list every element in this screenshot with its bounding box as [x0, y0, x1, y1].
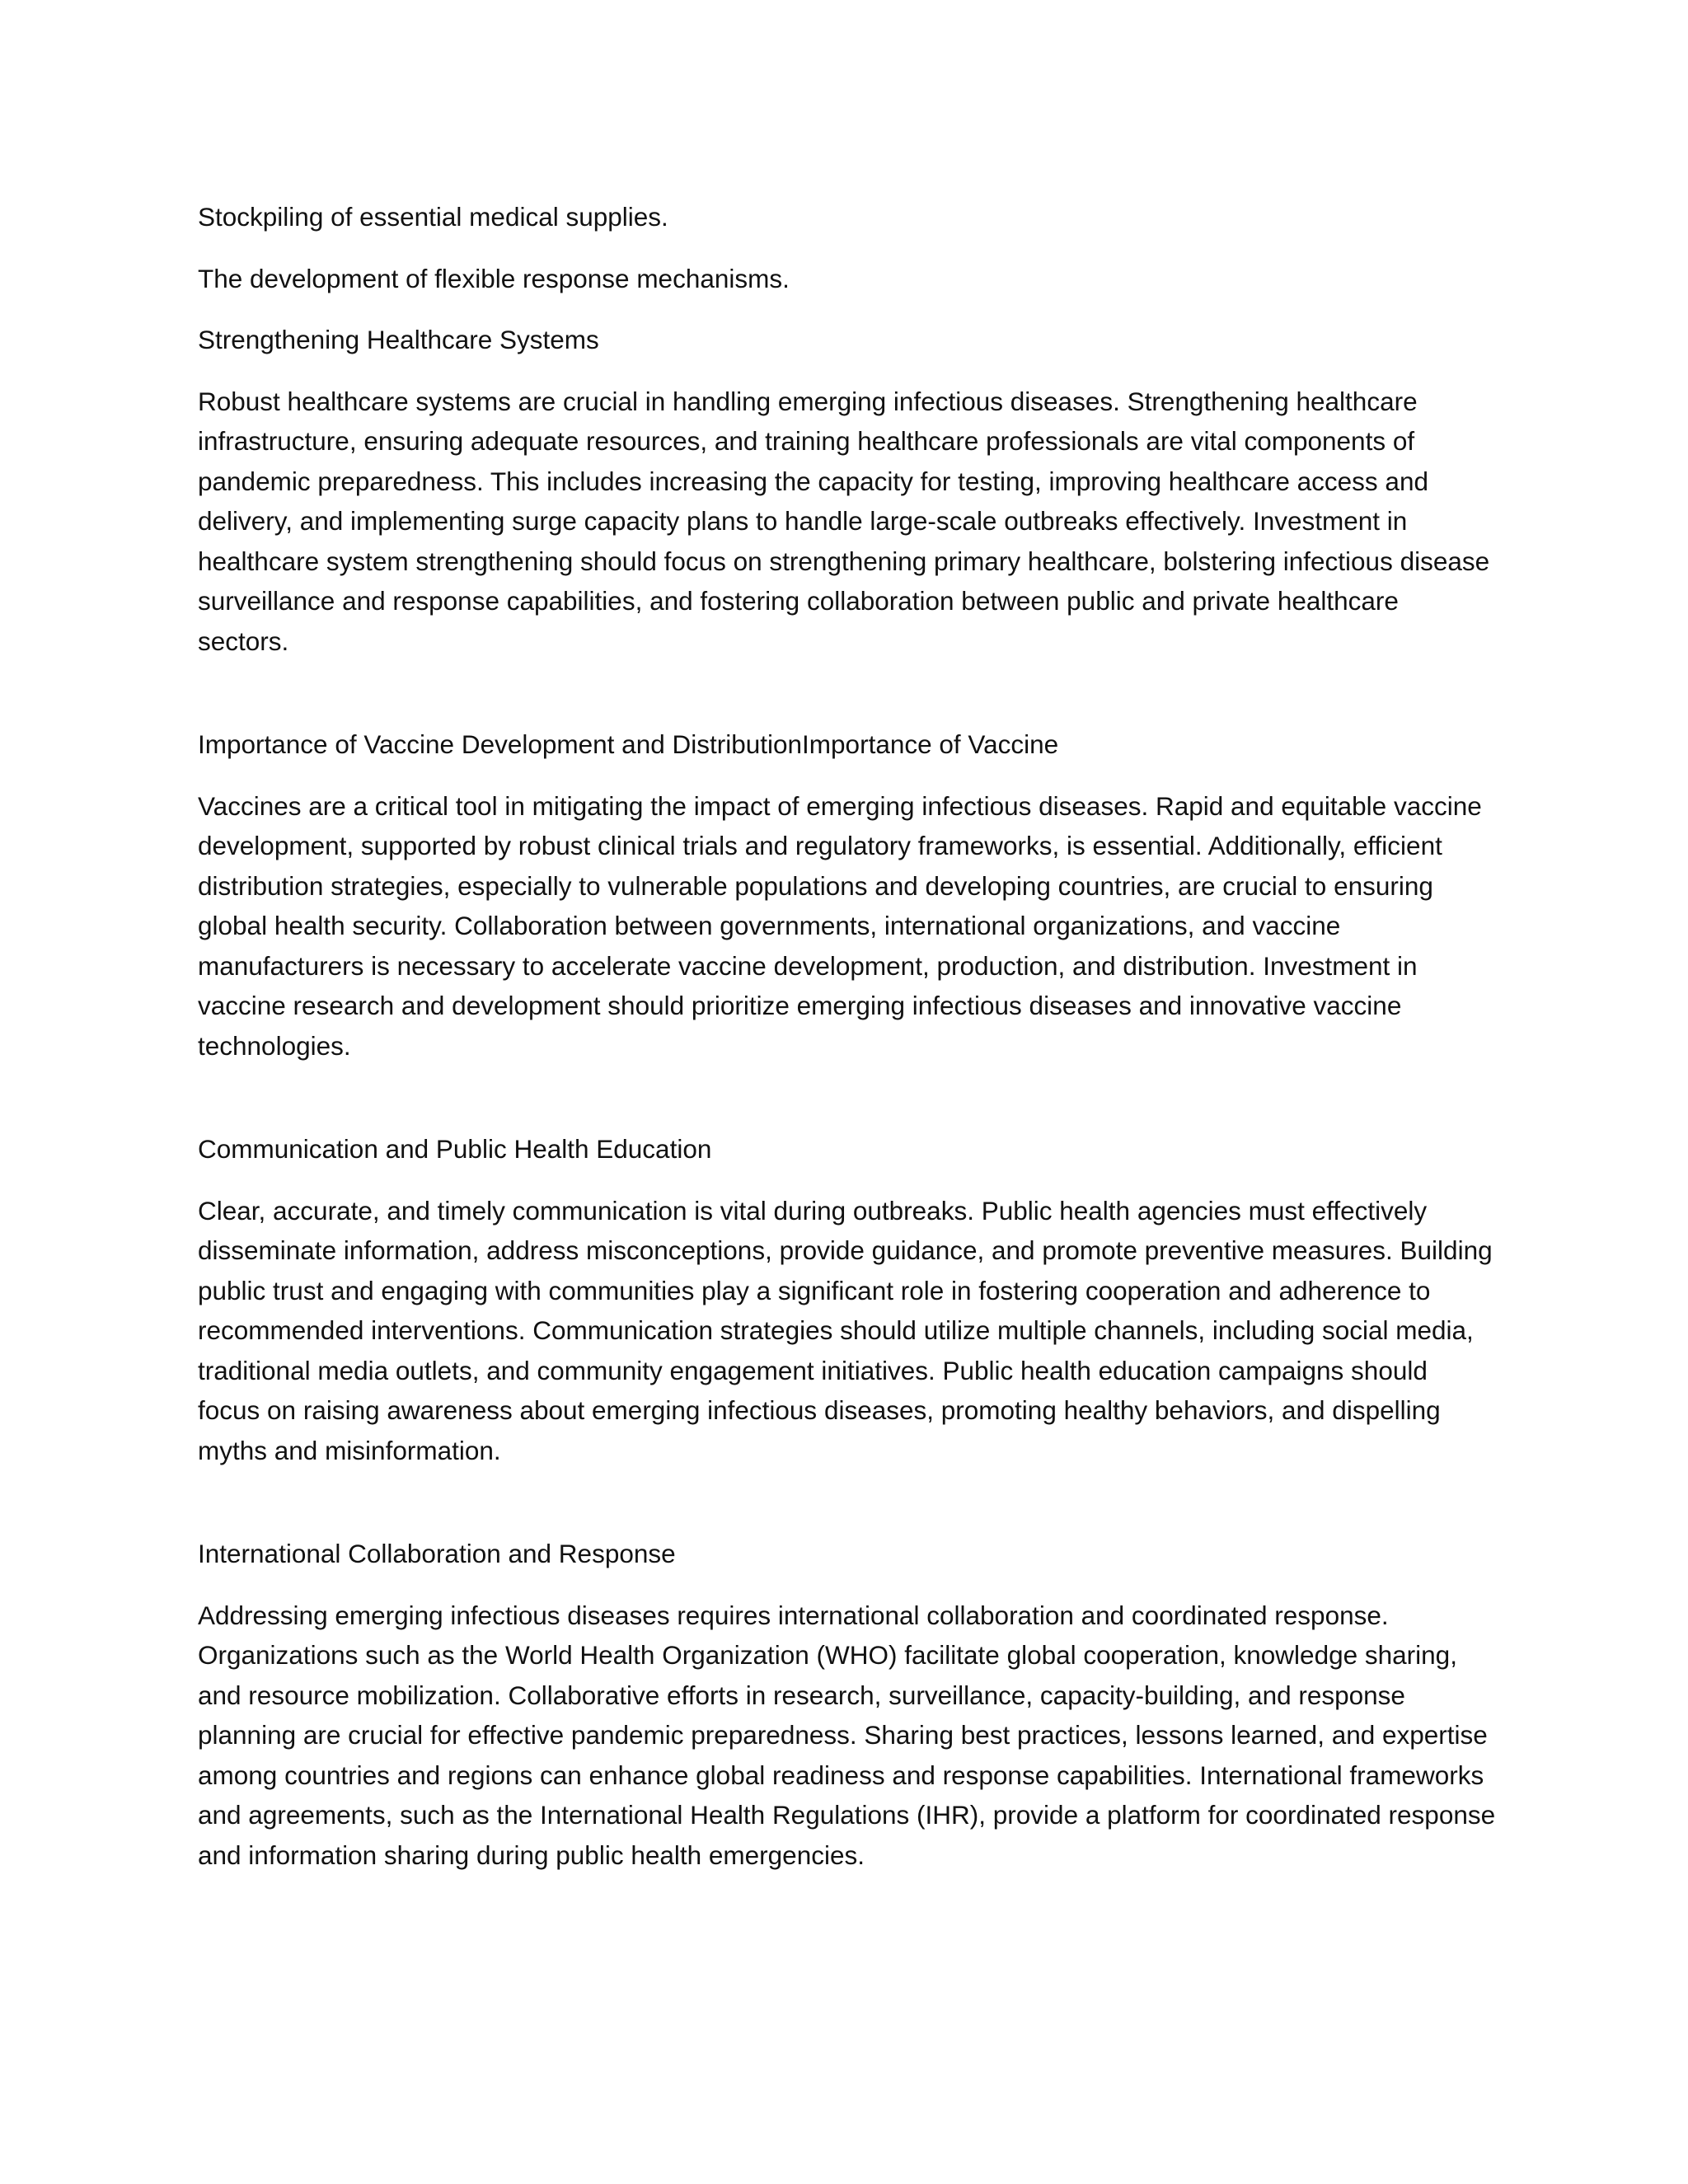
- section-heading-international: International Collaboration and Response: [198, 1539, 676, 1568]
- section-heading-communication: Communication and Public Health Education: [198, 1134, 712, 1164]
- section-heading-vaccine: Importance of Vaccine Development and DistributionImportance of Vaccine: [198, 729, 1059, 759]
- document-body: [198, 197, 1496, 1896]
- section-body-communication: Clear, accurate, and timely communication is vital during outbreaks. Public health agencies must effectively disseminate information, address misconceptions, provide guidance, and promote preventive measures. Building public trust and engaging with communities play a significant role in fostering cooperation and adherence to recommended interventions. Communication strategies should utilize multiple channels, including social media, traditional media outlets, and community engagement initiatives. Public health education campaigns should focus on raising awareness about emerging infectious diseases, promoting healthy behaviors, and dispelling myths and misinformation.: [198, 1195, 1493, 1465]
- section-body-international: Addressing emerging infectious diseases requires international collaboration and coordinated response. Organizations such as the World Health Organization (WHO) facilitate global cooperation, knowledge sharing, and resource mobilization. Collaborative efforts in research, surveillance, capacity-building, and response planning are crucial for effective pandemic preparedness. Sharing best practices, lessons learned, and expertise among countries and regions can enhance global readiness and response capabilities. International frameworks and agreements, such as the International Health Regulations (IHR), provide a platform for coordinated response and information sharing during public health emergencies.: [198, 1600, 1496, 1870]
- list-item: Stockpiling of essential medical supplies.: [198, 202, 668, 232]
- section-body-healthcare-systems: Robust healthcare systems are crucial in handling emerging infectious diseases. Strengthening healthcare infrastructure, ensuring adequate resources, and training healthcare professionals are vital components of pandemic preparedness. This includes increasing the capacity for testing, improving healthcare access and delivery, and implementing surge capacity plans to handle large-scale outbreaks effectively. Investment in healthcare system strengthening should focus on strengthening primary healthcare, bolstering infectious disease surveillance and response capabilities, and fostering collaboration between public and private healthcare sectors.: [198, 386, 1490, 656]
- section-heading-healthcare-systems: Strengthening Healthcare Systems: [198, 325, 599, 354]
- section-body-vaccine: Vaccines are a critical tool in mitigating the impact of emerging infectious diseases. Rapid and equitable vaccine development, supported by robust clinical trials and regulatory frameworks, is essential. Additionally, efficient distribution strategies, especially to vulnerable populations and developing countries, are crucial to ensuring global health security. Collaboration between governments, international organizations, and vaccine manufacturers is necessary to accelerate vaccine development, production, and distribution. Investment in vaccine research and development should prioritize emerging infectious diseases and innovative vaccine technologies.: [198, 790, 1482, 1061]
- list-item: The development of flexible response mechanisms.: [198, 263, 790, 293]
